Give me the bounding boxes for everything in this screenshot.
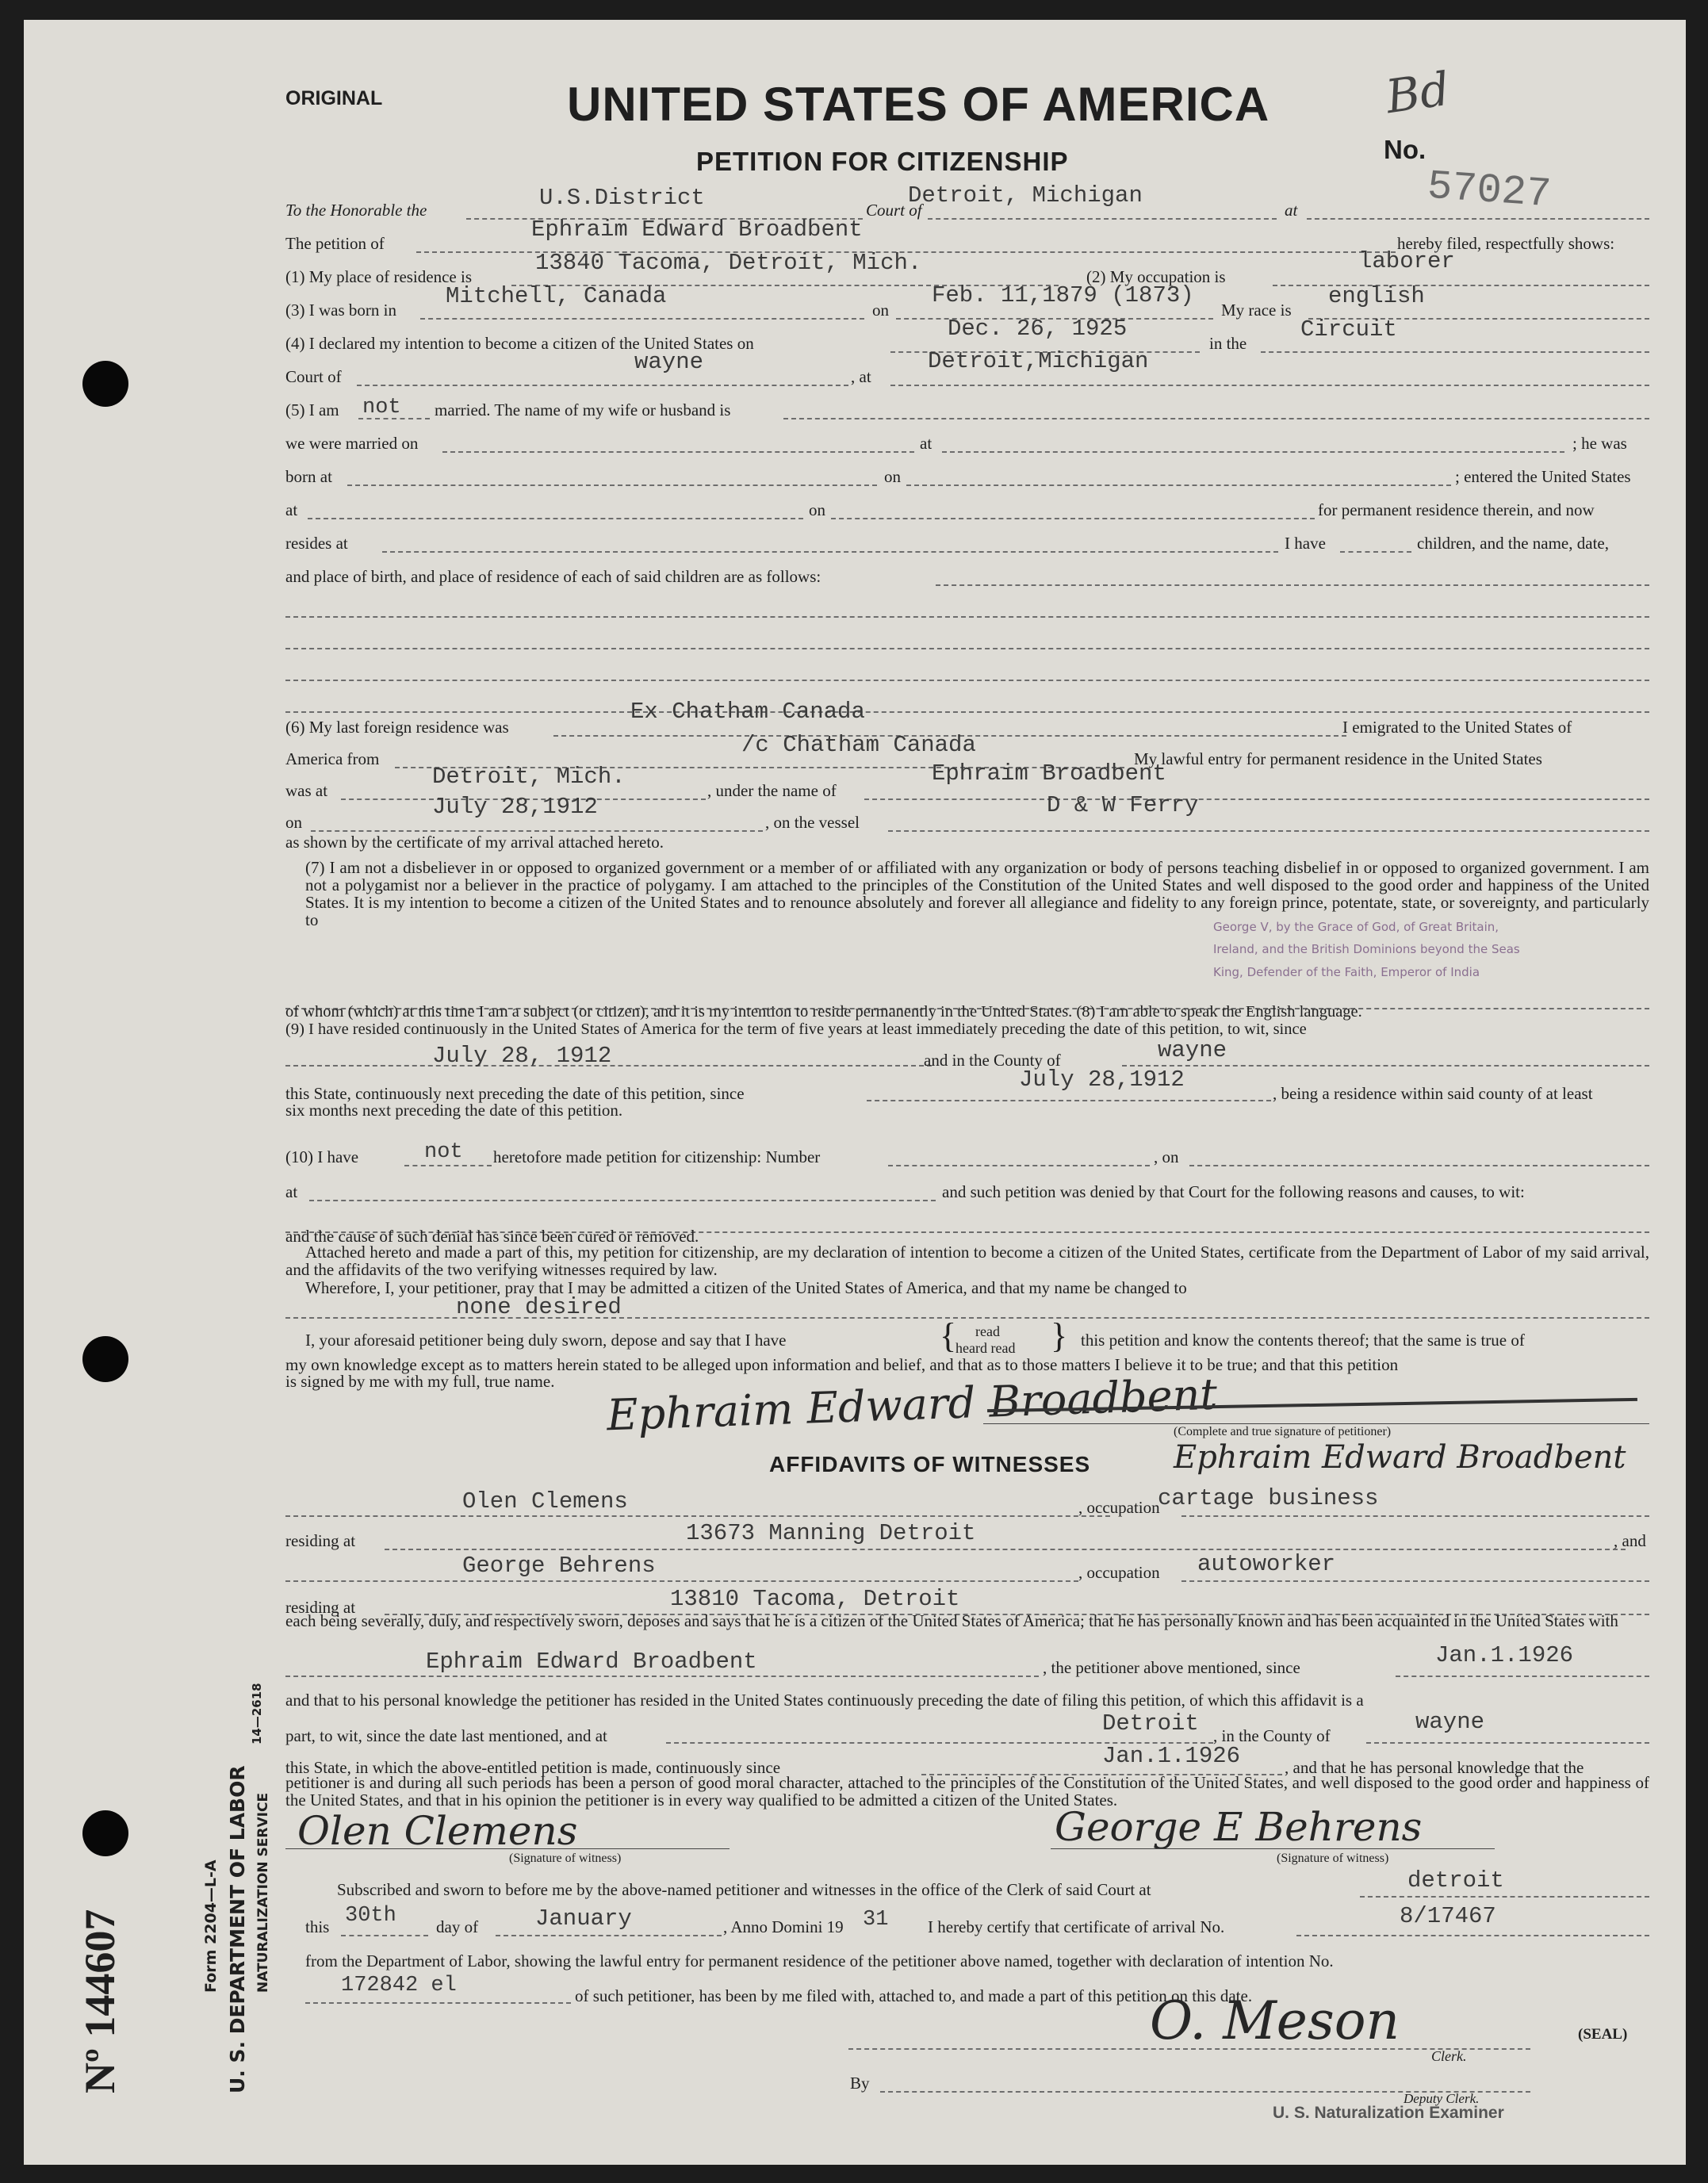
witness1-occupation-value: cartage business — [1158, 1485, 1379, 1511]
born-in-value: Mitchell, Canada — [446, 283, 667, 309]
declaration-date-value: Dec. 26, 1925 — [948, 316, 1128, 342]
on-label-4: on — [285, 813, 302, 832]
each-being-paragraph: each being severally, duly, and respectively sworn, deposes and says that he is a citizen of the United States of America; that he has personally known and has been acquainted in the United States with — [285, 1611, 1618, 1630]
residing-at-label-2: residing at — [285, 1598, 356, 1617]
cause-label: and the cause of such denial has since been cured or removed. — [285, 1227, 699, 1246]
seal-label: (SEAL) — [1578, 2026, 1628, 2043]
this-label: this — [305, 1917, 330, 1936]
resides-at-label: resides at — [285, 534, 348, 553]
sig-witness-label-1: (Signature of witness) — [509, 1852, 622, 1865]
form-title: UNITED STATES OF AMERICA — [567, 78, 1270, 131]
county-of-label: and in the County of — [924, 1051, 1061, 1070]
hereby-filed-label: hereby filed, respectfully shows: — [1397, 234, 1615, 253]
this-state-label-2: this State, in which the above-entitled petition is made, continuously since — [285, 1758, 781, 1777]
court-place-value: Detroit, Michigan — [908, 182, 1143, 209]
permanent-res-label: for permanent residence therein, and now — [1318, 500, 1595, 519]
this-state-label: this State, continuously next preceding the date of this petition, since — [285, 1084, 745, 1103]
punch-hole-bottom — [82, 1810, 128, 1856]
born-in-label: (3) I was born in — [285, 301, 396, 320]
examiner-label: U. S. Naturalization Examiner — [1273, 2104, 1504, 2122]
on-label: on — [872, 301, 889, 320]
petitioner-surname-signature: Ephraim Edward Broadbent — [1174, 1439, 1626, 1476]
declaration-county-value: wayne — [634, 349, 704, 375]
on-label-2: on — [884, 467, 901, 486]
original-label: ORIGINAL — [285, 87, 383, 109]
born-at-label: born at — [285, 467, 332, 486]
at-label-5: at — [285, 1182, 298, 1201]
in-the-label: in the — [1209, 334, 1247, 353]
married-status-value: not — [362, 396, 401, 419]
number-label: No. — [1384, 135, 1427, 164]
form-number: Form 2204—L-A — [202, 1859, 220, 1993]
department-label: U. S. DEPARTMENT OF LABOR — [226, 1765, 249, 2093]
read-option: read — [975, 1323, 1000, 1339]
and-that-label: , and that he has personal knowledge that the — [1285, 1758, 1584, 1777]
i-am-label: (5) I am — [285, 400, 339, 419]
affidavit-county-value: wayne — [1415, 1709, 1485, 1735]
personal-knowledge-label: and that to his personal knowledge the petitioner has resided in the United States continuously preceding the date of filing this petition, of which this affidavit is a — [285, 1691, 1364, 1710]
witness1-signature: Olen Clemens — [297, 1808, 578, 1854]
sworn-day-value: 30th — [345, 1904, 396, 1928]
to-honorable-label: To the Honorable the — [285, 201, 427, 220]
residence-value: 13840 Tacoma, Detroit, Mich. — [535, 250, 922, 276]
sovereign-stamp-line-2: Ireland, and the British Dominions beyond the Seas — [1213, 942, 1520, 956]
was-at-label: was at — [285, 781, 328, 800]
at-label: at — [1285, 201, 1298, 220]
race-value: english — [1328, 283, 1425, 309]
resided-since-value: July 28, 1912 — [432, 1043, 612, 1069]
of-such-label: of such petitioner, has been by me filed with, attached to, and made a part of this petition on this date. — [575, 1986, 1253, 2005]
he-was-label: ; he was — [1572, 434, 1627, 453]
witness2-residence-value: 13810 Tacoma, Detroit — [670, 1586, 960, 1612]
petition-of-label: The petition of — [285, 234, 385, 253]
vessel-value: D & W Ferry — [1047, 792, 1199, 818]
form-subtitle: PETITION FOR CITIZENSHIP — [696, 147, 1069, 176]
sworn-month-value: January — [535, 1905, 632, 1932]
birth-date-value: Feb. 11,1879 (1873) — [932, 282, 1194, 308]
declaration-place-value: Detroit,Michigan — [928, 348, 1149, 374]
service-label: NATURALIZATION SERVICE — [255, 1792, 271, 1993]
court-of-label: Court of — [866, 201, 922, 220]
arrival-cert-value: 8/17467 — [1400, 1903, 1496, 1929]
clerk-label: Clerk. — [1431, 2048, 1467, 2064]
code-label: 14—2618 — [250, 1683, 264, 1744]
stub-number: Nº 144607 — [76, 1909, 124, 2093]
occupation-label-3: , occupation — [1078, 1563, 1160, 1582]
sig-witness-label-2: (Signature of witness) — [1277, 1852, 1389, 1865]
married-label: married. The name of my wife or husband is — [435, 400, 731, 419]
county-value: wayne — [1158, 1037, 1227, 1063]
read-brace-close: } — [1051, 1316, 1068, 1355]
of-whom-label: of whom (which) at this time I am a subject (or citizen), and it is my intention to reside permanently in the United States. (8) I am able to speak the English language. — [285, 1003, 1362, 1021]
witness2-occupation-value: autoworker — [1197, 1551, 1336, 1577]
sworn-label-d: is signed by me with my full, true name. — [285, 1372, 555, 1391]
p10-label-a: (10) I have — [285, 1147, 359, 1166]
petitioner-name-value: Ephraim Edward Broadbent — [531, 216, 863, 243]
sworn-year-value: 31 — [863, 1908, 889, 1932]
under-name-label: , under the name of — [707, 781, 837, 800]
witness1-residence-value: 13673 Manning Detroit — [686, 1520, 976, 1546]
declared-label: (4) I declared my intention to become a citizen of the United States on — [285, 334, 754, 353]
residing-at-label: residing at — [285, 1531, 356, 1550]
part-to-wit-label: part, to wit, since the date last mentioned, and at — [285, 1726, 607, 1745]
last-foreign-label: (6) My last foreign residence was — [285, 718, 509, 737]
affidavit-since-value: Jan.1.1926 — [1102, 1743, 1241, 1769]
lawful-entry-label: My lawful entry for permanent residence in the United States — [1134, 749, 1542, 768]
six-months-label: six months next preceding the date of this petition. — [285, 1101, 623, 1120]
denied-label: and such petition was denied by that Court for the following reasons and causes, to wit: — [942, 1182, 1525, 1201]
at-label-2: , at — [851, 367, 871, 386]
america-from-label: America from — [285, 749, 380, 768]
entered-us-label: ; entered the United States — [1455, 467, 1631, 486]
petition-number: 57027 — [1426, 163, 1553, 219]
petitioner-signature: Ephraim Edward Broadbent — [606, 1369, 1219, 1441]
occupation-label: (2) My occupation is — [1086, 267, 1226, 286]
punch-hole-middle — [82, 1336, 128, 1382]
moral-character-paragraph: petitioner is and during all such periods has been a person of good moral character, attached to the principles of the Constitution of the United States, and well disposed to the good order and happiness of the United States, and that in his opinion the petitioner is in every way qualified to be admitted a citizen of the United States. — [285, 1773, 1649, 1810]
at-label-4: at — [285, 500, 298, 519]
emigrated-label: I emigrated to the United States of — [1342, 718, 1572, 737]
clerk-signature: O. Meson — [1150, 1990, 1400, 2051]
paragraph-7: (7) I am not a disbeliever in or opposed to organized government or a member of or affiliated with any organization or body of persons teaching disbelief in or opposed to organized government. I am not a polygamist nor a believer in the practice of polygamy. I am attached to the principles of the Constitution of the United States and well disposed to the good order and happiness of the United States. It is my intention to become a citizen of the United States and to renounce absolutely and forever all allegiance and fidelity to any foreign prince, potentate, state, or sovereignty, and particularly to — [305, 858, 1649, 929]
from-dept-label: from the Department of Labor, showing the lawful entry for permanent residence of the petitioner above named, together with declaration of intention No. — [305, 1951, 1334, 1970]
day-of-label: day of — [436, 1917, 479, 1936]
by-label: By — [850, 2074, 870, 2093]
deputy-clerk-label: Deputy Clerk. — [1404, 2091, 1480, 2106]
occupation-value: laborer — [1358, 248, 1455, 274]
race-label: My race is — [1221, 301, 1292, 320]
entry-date-value: July 28,1912 — [432, 794, 598, 820]
entry-name-value: Ephraim Broadbent — [932, 760, 1166, 787]
sworn-label-b: this petition and know the contents thereof; that the same is true of — [1081, 1331, 1525, 1350]
on-vessel-label: , on the vessel — [765, 813, 860, 832]
court-type-value: U.S.District — [539, 185, 705, 211]
sworn-label-c: my own knowledge except as to matters herein stated to be alleged upon information and belief, and that as to those matters I believe it to be true; and that this petition — [285, 1355, 1399, 1374]
sovereign-stamp-line-3: King, Defender of the Faith, Emperor of India — [1213, 965, 1480, 979]
shown-by-label: as shown by the certificate of my arrival attached hereto. — [285, 833, 664, 852]
handwritten-mark: Bd — [1382, 61, 1453, 124]
read-brace: { — [940, 1316, 957, 1355]
being-res-label: , being a residence within said county of at least — [1273, 1084, 1593, 1103]
declaration-no-value: 172842 el — [341, 1974, 457, 1997]
declaration-court-value: Circuit — [1300, 316, 1397, 343]
petition-form — [24, 20, 1686, 2165]
children-label: children, and the name, date, — [1417, 534, 1609, 553]
wherefore-label: Wherefore, I, your petitioner, pray that I may be admitted a citizen of the United States of America, and that my name be changed to — [305, 1278, 1187, 1297]
petitioner-above-label: , the petitioner above mentioned, since — [1043, 1658, 1300, 1677]
affidavit-place-value: Detroit — [1102, 1710, 1199, 1737]
sworn-label-a: I, your aforesaid petitioner being duly sworn, depose and say that I have — [305, 1331, 787, 1350]
subscribed-label: Subscribed and sworn to before me by the above-named petitioner and witnesses in the office of the Clerk of said Court at — [337, 1880, 1151, 1899]
certify-label: I hereby certify that certificate of arrival No. — [928, 1917, 1225, 1936]
i-have-label: I have — [1285, 534, 1326, 553]
we-married-label: we were married on — [285, 434, 419, 453]
known-since-value: Jan.1.1926 — [1435, 1642, 1574, 1668]
on-label-3: on — [809, 500, 825, 519]
previous-petition-value: not — [424, 1140, 463, 1164]
occupation-label-2: , occupation — [1078, 1498, 1160, 1517]
complete-signature-label: (Complete and true signature of petitioner) — [1174, 1425, 1392, 1438]
known-person-value: Ephraim Edward Broadbent — [426, 1649, 757, 1675]
heard-read-option: heard read — [955, 1340, 1016, 1356]
attached-paragraph: Attached hereto and made a part of this, my petition for citizenship, are my declaration of intention to become a citizen of the United States, certificate from the Department of Labor of my said arrival, and the affidavits of the two verifying witnesses required by law. — [285, 1243, 1649, 1279]
entry-place-value: Detroit, Mich. — [432, 764, 626, 790]
foreign-residence-value: Ex Chatham Canada — [630, 699, 865, 725]
witness2-name-value: George Behrens — [462, 1553, 656, 1579]
america-from-value: /c Chatham Canada — [741, 732, 976, 758]
p10-label-b: heretofore made petition for citizenship: Number — [493, 1147, 821, 1166]
para9-label: (9) I have resided continuously in the United States of America for the term of five years at least immediately preceding the date of this petition, to wit, since — [285, 1021, 1307, 1038]
at-label-3: at — [920, 434, 933, 453]
residence-label: (1) My place of residence is — [285, 267, 472, 286]
affidavits-title: AFFIDAVITS OF WITNESSES — [769, 1452, 1091, 1476]
and-label: , and — [1614, 1531, 1646, 1550]
in-county-label: , in the County of — [1213, 1726, 1331, 1745]
witness1-name-value: Olen Clemens — [462, 1488, 628, 1515]
punch-hole-top — [82, 361, 128, 407]
on-label-5: , on — [1154, 1147, 1179, 1166]
anno-label: , Anno Domini 19 — [723, 1917, 844, 1936]
place-birth-label: and place of birth, and place of residence of each of said children are as follows: — [285, 567, 821, 586]
witness2-signature: George E Behrens — [1055, 1804, 1423, 1850]
sovereign-stamp-line-1: George V, by the Grace of God, of Great Britain, — [1213, 920, 1499, 934]
state-since-value: July 28,1912 — [1019, 1067, 1185, 1093]
court-of-label-2: Court of — [285, 367, 342, 386]
name-change-value: none desired — [456, 1294, 622, 1320]
sworn-place-value: detroit — [1407, 1867, 1504, 1894]
